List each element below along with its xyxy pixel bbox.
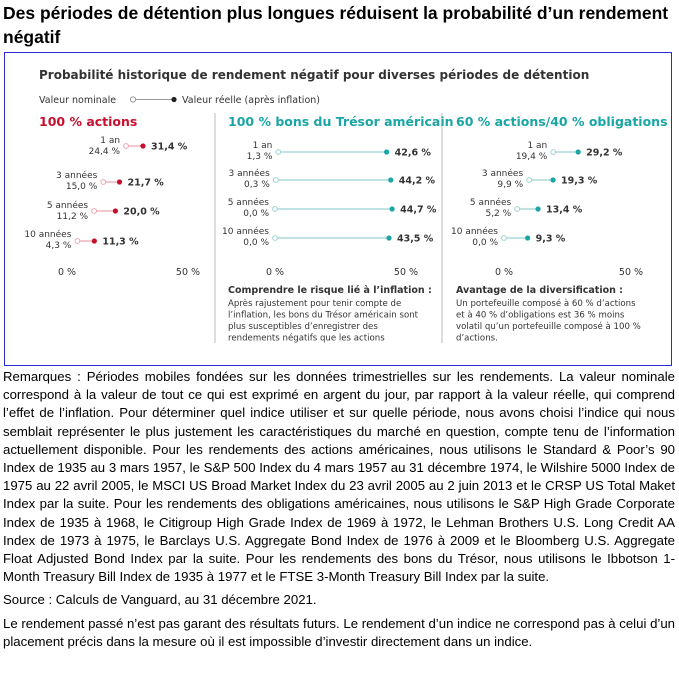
remarks-text: Remarques : Périodes mobiles fondées sur les données trimestrielles sur les rendements. La valeur nominale correspond à la valeur de tout ce qui est exprimé en argent du jour, par rapport à la valeur réelle, qui comprend l’effet de l’inflation. Pour déterminer quel indice utiliser et sur quelle période, nous avons choisi l’indice qui nous semblait représenter le plus justement les caractéristiques du marché en question, compte tenu de l’information actuellement disponible. Pour les rendements des actions américaines, nous utilisons le Standard & Poor’s 90 Index de 1935 au 3 mars 1957, le S&P 500 Index du 4 mars 1957 au 31 décembre 1974, le Wilshire 5000 Index de 1975 au 22 avril 2005, le MSCI US Broad Market Index du 23 avril 2005 au 2 juin 2013 et le CRSP US Total Maket Index par la suite. Pour les rendements des obligations américaines, nous utilisons le S&P High Grade Corporate Index de 1935 à 1968, le Citigroup High Grade Index de 1969 à 1972, le Lehman Brothers U.S. Long Credit AA Index de 1973 à 1975, le Barclays U.S. Aggregate Bond Index de 1976 à 2009 et le Bloomberg U.S. Aggregate Float Adjusted Bond Index par la suite. Pour les rendements des bons du Trésor, nous utilisons le Ibbotson 1-Month Treasury Bill Index de 1935 à 1977 et le FTSE 3-Month Treasury Bill Index par la suite. (3, 369, 675, 585)
row-period-label: 3 années (56, 171, 98, 181)
real-value-label: 19,3 % (561, 175, 598, 187)
real-point (384, 149, 389, 154)
panel-note-line: d’actions. (456, 333, 498, 344)
real-value-label: 44,7 % (400, 204, 437, 216)
row-period-label: 3 années (228, 169, 270, 179)
row-period-label: 1 an (527, 141, 548, 151)
row-period-label: 3 années (481, 169, 524, 179)
panel-note-title: Comprendre le risque lié à l’inflation : (228, 285, 432, 296)
nominal-value-label: 19,4 % (515, 152, 548, 162)
nominal-value-label: 0,0 % (472, 238, 498, 248)
panel-note-line: volatil qu’un portefeuille composé à 100 % (456, 322, 641, 332)
legend-nominal-label: Valeur nominale (39, 95, 117, 106)
nominal-value-label: 15,0 % (65, 182, 98, 192)
x-tick-label: 50 % (393, 267, 419, 278)
panel-note-title: Avantage de la diversification : (456, 285, 623, 296)
nominal-value-label: 1,3 % (246, 152, 273, 162)
real-point (117, 179, 122, 184)
row-period-label: 5 années (469, 198, 512, 208)
panel-note-line: rendements négatifs que les actions (228, 333, 385, 344)
real-value-label: 31,4 % (150, 141, 188, 153)
nominal-value-label: 0,0 % (243, 238, 269, 248)
nominal-point (273, 236, 278, 241)
real-point (140, 143, 145, 148)
row-period-label: 1 an (252, 141, 273, 151)
real-point (550, 177, 555, 182)
panel-title: 100 % actions (39, 114, 138, 129)
nominal-value-label: 5,2 % (485, 209, 512, 219)
panel-title: 100 % bons du Trésor américain (228, 114, 454, 129)
nominal-value-label: 0,0 % (243, 209, 269, 219)
real-point (388, 177, 393, 182)
legend-nominal-marker (130, 97, 135, 102)
row-period-label: 10 années (451, 227, 498, 237)
panel-note-line: plus susceptibles d’enregistrer des (228, 322, 378, 332)
legend-real-marker (171, 97, 176, 102)
nominal-point (75, 239, 80, 244)
real-value-label: 20,0 % (123, 206, 160, 218)
notes-section (3, 368, 675, 656)
nominal-value-label: 0,3 % (244, 180, 270, 190)
nominal-value-label: 24,4 % (88, 147, 121, 157)
nominal-point (101, 180, 106, 185)
real-point (576, 149, 581, 154)
real-point (525, 235, 530, 240)
real-value-label: 42,6 % (394, 147, 431, 159)
nominal-point (124, 144, 129, 149)
chart-frame (4, 52, 672, 366)
x-tick-label: 50 % (618, 267, 644, 278)
nominal-point (515, 207, 520, 212)
nominal-value-label: 11,2 % (56, 212, 89, 222)
nominal-point (276, 150, 281, 155)
row-period-label: 5 années (46, 201, 89, 211)
real-value-label: 21,7 % (127, 177, 164, 189)
nominal-point (551, 150, 556, 155)
x-tick-label: 0 % (265, 267, 285, 278)
real-point (92, 238, 97, 243)
panel-title: 60 % actions/40 % obligations (456, 114, 668, 129)
nominal-point (273, 178, 278, 183)
nominal-value-label: 9,9 % (497, 180, 524, 190)
row-period-label: 10 années (222, 227, 269, 237)
nominal-point (273, 207, 278, 212)
real-point (535, 206, 540, 211)
real-value-label: 43,5 % (396, 233, 434, 245)
page-title: Des périodes de détention plus longues réduisent la probabilité d’un rendement négatif (3, 3, 669, 47)
real-point (386, 235, 391, 240)
legend-real-label: Valeur réelle (après inflation) (182, 95, 320, 106)
real-point (390, 206, 395, 211)
real-point (113, 208, 118, 213)
x-tick-label: 0 % (57, 267, 77, 278)
nominal-value-label: 4,3 % (45, 241, 72, 251)
disclaimer-text: Le rendement passé n’est pas garant des résultats futurs. Le rendement d’un indice ne correspond pas à celui d’un placement précis dans la mesure où il est impossible d’investir directement dans un indice. (3, 615, 675, 649)
x-tick-label: 0 % (494, 267, 514, 278)
real-value-label: 11,3 % (102, 236, 139, 248)
panel-note-line: Un portefeuille composé à 60 % d’actions (456, 299, 636, 309)
panel-note-line: Après rajustement pour tenir compte de (228, 299, 402, 309)
chart-title: Probabilité historique de rendement négatif pour diverses périodes de détention (39, 68, 590, 82)
panel-note-line: l’inflation, les bons du Trésor américain sont (228, 310, 419, 321)
row-period-label: 5 années (227, 198, 269, 208)
real-value-label: 29,2 % (586, 147, 623, 159)
real-value-label: 9,3 % (535, 233, 566, 245)
row-period-label: 1 an (100, 136, 121, 146)
real-value-label: 44,2 % (398, 175, 436, 187)
real-value-label: 13,4 % (546, 204, 583, 216)
x-tick-label: 50 % (175, 267, 201, 278)
nominal-point (92, 209, 97, 214)
nominal-point (527, 178, 532, 183)
panel-note-line: et à 40 % d’obligations est 36 % moins (456, 310, 625, 321)
source-text: Source : Calculs de Vanguard, au 31 décembre 2021. (3, 592, 317, 608)
nominal-point (502, 236, 507, 241)
dumbbell-chart (5, 53, 670, 364)
row-period-label: 10 années (24, 230, 72, 240)
